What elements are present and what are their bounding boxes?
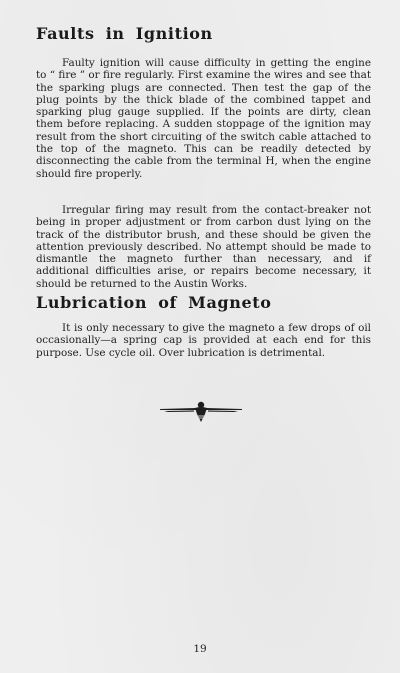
page-number: 19 [193,643,207,655]
paragraph-faulty-ignition: Faulty ignition will cause difficulty in getting the engine to “ fire ” or fire regularly. First examine the wires and see that the sparking plugs are connected. Then test the gap of the plug points by the thick blade of the combined tappet and sparking plug gauge supplied. If the points are dirty, clean them before replacing. A sudden stoppage of the ignition may result from the short circuiting of the switch cable attached to the top of the magneto. This can be readily detected by disconnecting the cable from the terminal H, when the engine should fire properly. [36,57,371,180]
winged-emblem-icon [158,400,244,426]
section-heading-faults-in-ignition: Faults in Ignition [36,24,213,43]
section-heading-lubrication-of-magneto: Lubrication of Magneto [36,293,272,312]
paragraph-irregular-firing: Irregular firing may result from the contact-breaker not being in proper adjustment or from carbon dust lying on the track of the distributor brush, and these should be given the attention previously described. No attempt should be made to dismantle the magneto further than necessary, and if additional difficulties arise, or repairs become necessary, it should be returned to the Austin Works. [36,204,371,290]
paragraph-lubrication: It is only necessary to give the magneto a few drops of oil occasionally—a spring cap is provided at each end for this purpose. Use cycle oil. Over lubrication is detrimental. [36,322,371,359]
